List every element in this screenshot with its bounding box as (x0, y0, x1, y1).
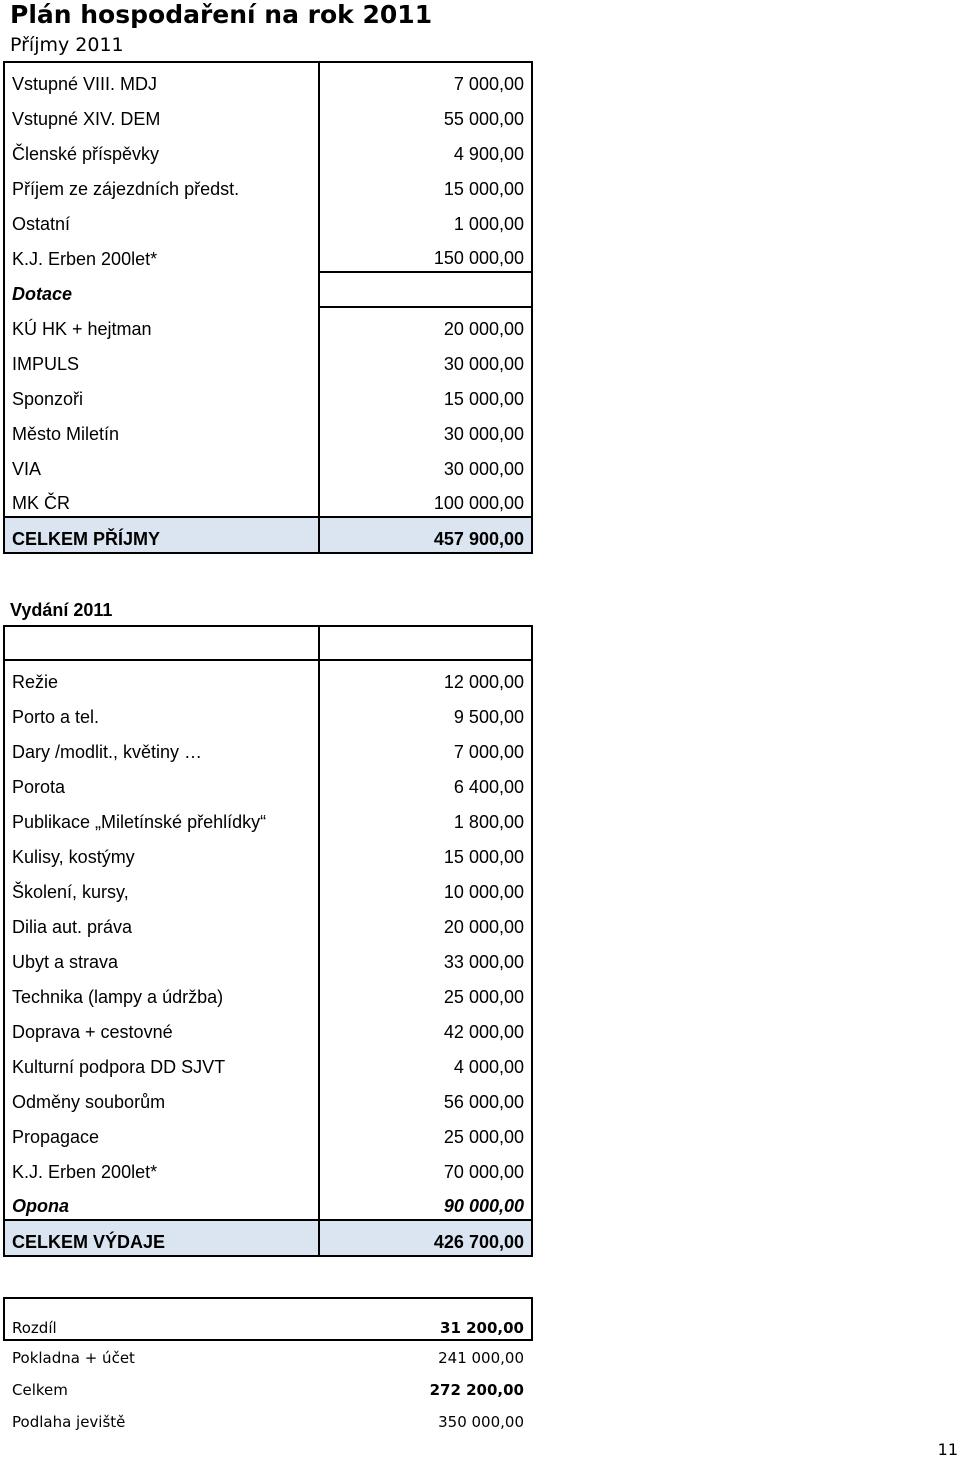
income-section-title: Příjmy 2011 (10, 34, 124, 56)
row-value: 6 400,00 (453, 777, 524, 797)
rozdil-box (3, 1297, 533, 1341)
summary-row (3, 1373, 533, 1405)
row-label: Propagace (4, 1115, 319, 1150)
table-row (4, 132, 532, 167)
expenses-total-value: 426 700,00 (319, 1220, 532, 1256)
table-row (4, 1080, 532, 1115)
table-row (4, 835, 532, 870)
row-label: Vstupné XIV. DEM (4, 97, 319, 132)
row-label: Porota (4, 765, 319, 800)
table-row (4, 975, 532, 1010)
row-value: 7 000,00 (453, 74, 524, 94)
table-row (4, 1045, 532, 1080)
summary-label: Pokladna + účet (12, 1349, 135, 1367)
table-row (4, 307, 532, 342)
rozdil-label: Rozdíl (12, 1319, 57, 1337)
row-label: Ostatní (4, 202, 319, 237)
summary-value: 241 000,00 (438, 1349, 524, 1367)
table-row (4, 202, 532, 237)
row-value: 30 000,00 (443, 459, 524, 479)
expenses-total-label: CELKEM VÝDAJE (4, 1220, 319, 1256)
row-label: KÚ HK + hejtman (4, 307, 319, 342)
table-row (4, 800, 532, 835)
expenses-table (3, 625, 533, 1257)
row-value: 1 800,00 (453, 812, 524, 832)
row-label: Členské příspěvky (4, 132, 319, 167)
row-label: K.J. Erben 200let* (4, 1150, 319, 1185)
row-label: Kulisy, kostýmy (4, 835, 319, 870)
opona-label: Opona (4, 1185, 319, 1220)
row-value: 30 000,00 (443, 354, 524, 374)
row-label: Kulturní podpora DD SJVT (4, 1045, 319, 1080)
row-label: K.J. Erben 200let* (4, 237, 319, 272)
opona-row (4, 1185, 532, 1220)
row-label: Sponzoři (4, 377, 319, 412)
income-table (3, 61, 533, 554)
row-label: Dilia aut. práva (4, 905, 319, 940)
row-value: 42 000,00 (443, 1022, 524, 1042)
rozdil-value: 31 200,00 (440, 1319, 524, 1337)
row-value: 12 000,00 (443, 672, 524, 692)
table-row (4, 660, 532, 695)
table-row (4, 412, 532, 447)
summary-value: 350 000,00 (438, 1413, 524, 1431)
header-empty-cell (4, 626, 319, 660)
row-value: 9 500,00 (453, 707, 524, 727)
summary-row (3, 1341, 533, 1373)
summary-value: 272 200,00 (429, 1381, 524, 1399)
row-label: Dary /modlit., květiny … (4, 730, 319, 765)
table-row (4, 377, 532, 412)
table-row (4, 1115, 532, 1150)
table-row (4, 482, 532, 517)
dotace-label: Dotace (4, 272, 319, 307)
row-label: Doprava + cestovné (4, 1010, 319, 1045)
table-row (4, 167, 532, 202)
income-total-row (4, 517, 532, 553)
table-row (4, 97, 532, 132)
income-total-value: 457 900,00 (319, 517, 532, 553)
dotace-header-row (4, 272, 532, 307)
row-label: Ubyt a strava (4, 940, 319, 975)
row-value: 20 000,00 (443, 917, 524, 937)
expenses-section-title: Vydání 2011 (10, 600, 113, 620)
row-value: 55 000,00 (443, 109, 524, 129)
row-label: Vstupné VIII. MDJ (4, 62, 319, 97)
row-value: 25 000,00 (443, 1127, 524, 1147)
table-row (4, 1010, 532, 1045)
row-label: Porto a tel. (4, 695, 319, 730)
row-label: Školení, kursy, (4, 870, 319, 905)
header-empty-cell (319, 626, 532, 660)
row-label: Publikace „Miletínské přehlídky“ (4, 800, 319, 835)
table-row (4, 940, 532, 975)
table-row (4, 342, 532, 377)
income-total-label: CELKEM PŘÍJMY (4, 517, 319, 553)
summary-row (3, 1405, 533, 1437)
row-label: VIA (4, 447, 319, 482)
row-value: 25 000,00 (443, 987, 524, 1007)
table-row (4, 870, 532, 905)
row-value: 30 000,00 (443, 424, 524, 444)
expenses-total-row (4, 1220, 532, 1256)
row-value: 70 000,00 (443, 1162, 524, 1182)
row-label: Technika (lampy a údržba) (4, 975, 319, 1010)
table-row (4, 62, 532, 97)
row-value: 15 000,00 (443, 179, 524, 199)
row-value: 20 000,00 (443, 319, 524, 339)
row-value: 100 000,00 (433, 493, 524, 513)
row-value: 7 000,00 (453, 742, 524, 762)
opona-value: 90 000,00 (443, 1196, 524, 1216)
row-value: 33 000,00 (443, 952, 524, 972)
summary-label: Celkem (12, 1381, 68, 1399)
page-number: 11 (937, 1440, 958, 1459)
row-label: IMPULS (4, 342, 319, 377)
table-row (4, 905, 532, 940)
summary-label: Podlaha jeviště (12, 1413, 126, 1431)
row-label: Příjem ze zájezdních předst. (4, 167, 319, 202)
row-value: 4 900,00 (453, 144, 524, 164)
table-row (4, 447, 532, 482)
row-value: 150 000,00 (433, 248, 524, 268)
table-row (4, 1150, 532, 1185)
row-label: Režie (4, 660, 319, 695)
row-value: 1 000,00 (453, 214, 524, 234)
row-value: 10 000,00 (443, 882, 524, 902)
row-value: 56 000,00 (443, 1092, 524, 1112)
document-title: Plán hospodaření na rok 2011 (10, 0, 433, 29)
table-row (4, 765, 532, 800)
row-value: 15 000,00 (443, 847, 524, 867)
row-value: 15 000,00 (443, 389, 524, 409)
row-value: 4 000,00 (453, 1057, 524, 1077)
row-label: MK ČR (4, 482, 319, 517)
row-label: Odměny souborům (4, 1080, 319, 1115)
row-label: Město Miletín (4, 412, 319, 447)
dotace-empty-cell (319, 272, 532, 307)
summary-block (3, 1297, 533, 1437)
expenses-header-row (4, 626, 532, 660)
table-row (4, 695, 532, 730)
table-row (4, 237, 532, 272)
table-row (4, 730, 532, 765)
